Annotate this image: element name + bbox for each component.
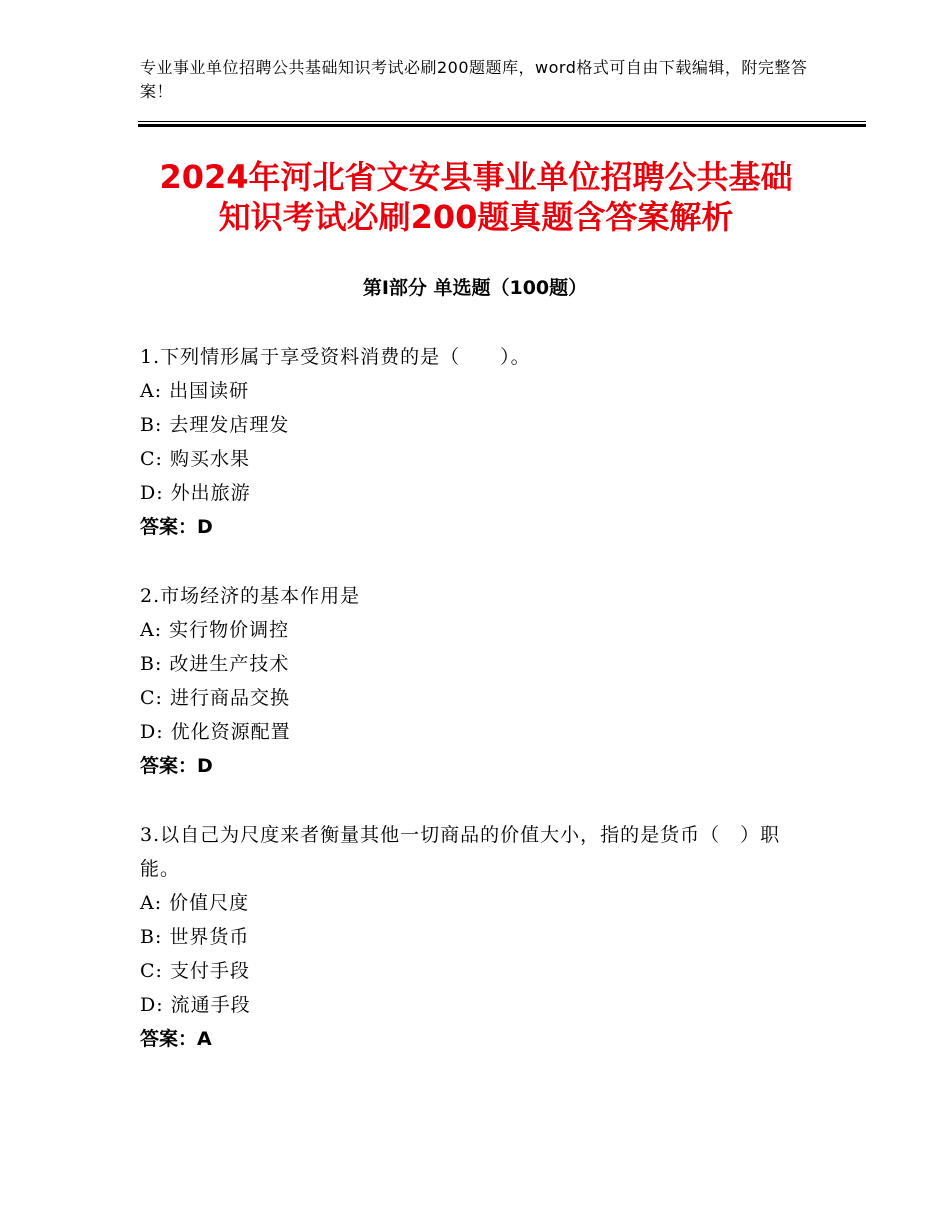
header-note: 专业事业单位招聘公共基础知识考试必刷200题题库，word格式可自由下载编辑，附完整答案！ bbox=[140, 58, 808, 101]
answer: 答案：D bbox=[140, 755, 213, 777]
header-rule-thin bbox=[138, 121, 866, 122]
question-2 bbox=[140, 579, 820, 783]
option-d: D: 优化资源配置 bbox=[140, 721, 291, 743]
question-stem: 1.下列情形属于享受资料消费的是（ ）。 bbox=[140, 346, 531, 368]
header-rule-thick bbox=[138, 124, 866, 127]
option-c: C: 进行商品交换 bbox=[140, 687, 290, 709]
title-line-2: 知识考试必刷200题真题含答案解析 bbox=[218, 198, 734, 236]
option-d: D: 外出旅游 bbox=[140, 482, 251, 504]
question-stem: 2.市场经济的基本作用是 bbox=[140, 585, 361, 607]
option-d: D: 流通手段 bbox=[140, 994, 251, 1016]
option-b: B: 世界货币 bbox=[140, 926, 250, 948]
option-a: A: 实行物价调控 bbox=[140, 619, 290, 641]
question-1 bbox=[140, 340, 820, 544]
question-stem: 3.以自己为尺度来者衡量其他一切商品的价值大小，指的是货币（ ）职能。 bbox=[140, 824, 781, 880]
answer: 答案：D bbox=[140, 516, 213, 538]
question-3 bbox=[140, 818, 820, 1056]
option-c: C: 购买水果 bbox=[140, 448, 250, 470]
answer: 答案：A bbox=[140, 1028, 212, 1050]
option-c: C: 支付手段 bbox=[140, 960, 250, 982]
title-line-1: 2024年河北省文安县事业单位招聘公共基础 bbox=[159, 158, 793, 196]
option-a: A: 出国读研 bbox=[140, 380, 250, 402]
option-b: B: 改进生产技术 bbox=[140, 653, 290, 675]
option-a: A: 价值尺度 bbox=[140, 892, 250, 914]
option-b: B: 去理发店理发 bbox=[140, 414, 290, 436]
section-heading: 第Ⅰ部分 单选题（100题） bbox=[362, 277, 588, 299]
document-title bbox=[100, 157, 852, 237]
